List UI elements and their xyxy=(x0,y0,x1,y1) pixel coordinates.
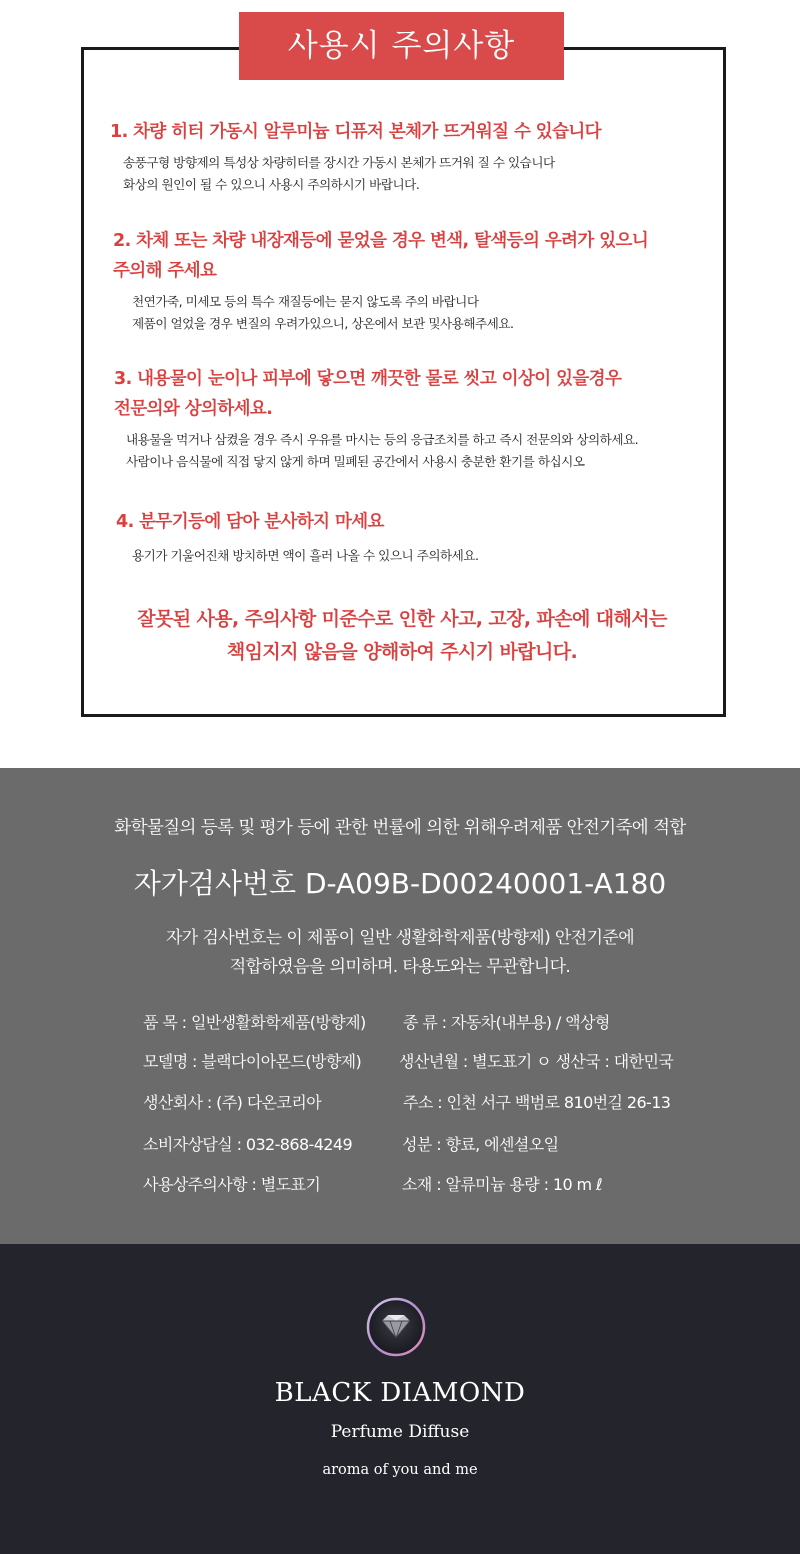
brand-name: BLACK DIAMOND xyxy=(274,1378,526,1408)
spec-ingredients: 성분 : 향료, 에센셜오일 xyxy=(402,1135,559,1154)
caution-item-4-heading: 4. 분무기등에 담아 분사하지 마세요 xyxy=(116,512,384,532)
spec-material: 소재 : 알류미늄 용량 : 10 m ℓ xyxy=(402,1175,602,1194)
inspection-note: 자가 검사번호는 이 제품이 일반 생활화학제품(방향제) 안전기준에 적합하였음을 의미하며. 타용도와는 무관합니다. xyxy=(165,928,635,977)
caution-item-4-body: 용기가 기울어진채 방치하면 액이 흘러 나올 수 있으니 주의하세요. xyxy=(132,548,479,563)
spec-address: 주소 : 인천 서구 백범로 810번길 26-13 xyxy=(403,1093,671,1112)
caution-title: 사용시 주의사항 xyxy=(239,12,564,80)
diamond-icon xyxy=(365,1296,427,1358)
caution-item-3-body: 내용물을 먹거나 삼켰을 경우 즉시 우유를 마시는 등의 응급조치를 하고 즉시 전문의와 상의하세요. 사람이나 음식물에 직접 닿지 않게 하며 밀폐된 공간에서 사용시 충분한 환기를 하십시오 xyxy=(126,432,639,469)
spec-type: 종 류 : 자동차(내부용) / 액상형 xyxy=(403,1013,610,1032)
caution-closing: 잘못된 사용, 주의사항 미준수로 인한 사고, 고장, 파손에 대해서는 책임지지 않음을 양해하여 주시기 바랍니다. xyxy=(137,608,667,663)
brand-section xyxy=(0,1244,800,1554)
caution-item-1-body: 송풍구형 방향제의 특성상 차량히터를 장시간 가동시 본체가 뜨거워 질 수 있습니다 화상의 원인이 될 수 있으니 사용시 주의하시기 바랍니다. xyxy=(123,155,555,192)
caution-item-2-heading: 2. 차체 또는 차량 내장재등에 묻었을 경우 변색, 탈색등의 우려가 있으니 주의해 주세요 xyxy=(113,231,649,281)
spec-usage-caution: 사용상주의사항 : 별도표기 xyxy=(143,1175,321,1194)
inspection-number: 자가검사번호 D-A09B-D00240001-A180 xyxy=(133,867,667,900)
spec-manufacturer: 생산회사 : (주) 다온코리아 xyxy=(143,1093,322,1112)
spec-production-date: 생산년월 : 별도표기 ㅇ 생산국 : 대한민국 xyxy=(399,1052,674,1071)
caution-item-2-body: 천연가죽, 미세모 등의 특수 재질등에는 묻지 않도록 주의 바랍니다 제품이 얼었을 경우 변질의 우려가있으니, 상온에서 보관 및사용해주세요. xyxy=(132,294,514,331)
brand-subtitle: Perfume Diffuse xyxy=(330,1422,470,1442)
spec-model: 모델명 : 블랙다이아몬드(방향제) xyxy=(143,1052,362,1071)
caution-item-3-heading: 3. 내용물이 눈이나 피부에 닿으면 깨끗한 물로 씻고 이상이 있을경우 전문의와 상의하세요. xyxy=(114,369,622,419)
compliance-statement: 화학물질의 등록 및 평가 등에 관한 번률에 의한 위해우려제품 안전기죽에 적합 xyxy=(114,818,686,838)
caution-section xyxy=(0,0,800,768)
spec-consumer-center: 소비자상담실 : 032-868-4249 xyxy=(143,1135,353,1154)
registration-section xyxy=(0,768,800,1244)
brand-tagline: aroma of you and me xyxy=(322,1462,478,1478)
caution-item-1-heading: 1. 차량 히터 가동시 알루미늄 디퓨저 본체가 뜨거워질 수 있습니다 xyxy=(110,122,601,142)
spec-item: 품 목 : 일반생활화학제품(방향제) xyxy=(143,1013,366,1032)
